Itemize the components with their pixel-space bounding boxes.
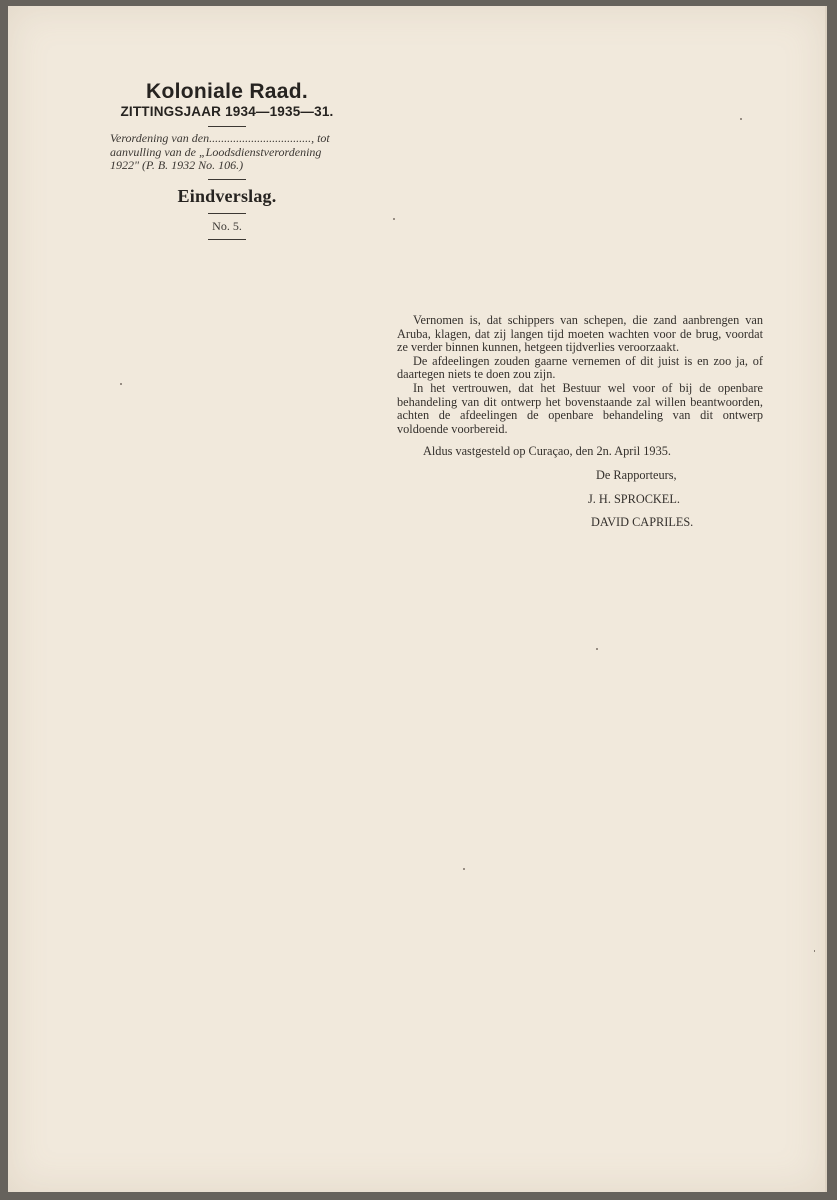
report-title: Eindverslag. [177, 185, 277, 206]
paper-speck [393, 218, 395, 220]
session-year: ZITTINGSJAAR 1934—1935—31. [120, 104, 334, 119]
paper-speck [120, 383, 122, 385]
report-body [397, 314, 763, 530]
ordinance-description: Verordening van den.................................., tot aanvulling van de „Loodsdienstverordening 1922" (P. B. 1932 No. 106.) [110, 131, 330, 172]
adoption-statement: Aldus vastgesteld op Curaçao, den 2n. April 1935. [423, 444, 671, 459]
council-title: Koloniale Raad. [145, 80, 309, 103]
paper-speck [463, 868, 465, 870]
reporters-label: De Rapporteurs, [596, 467, 677, 482]
paper-speck [740, 118, 742, 120]
paper-speck [596, 648, 598, 650]
divider [208, 213, 246, 214]
report-number: No. 5. [212, 218, 242, 233]
signatory: DAVID CAPRILES. [591, 515, 694, 530]
divider [208, 126, 246, 127]
paragraph: De afdeelingen zouden gaarne vernemen of dit juist is en zoo ja, of daartegen niets te doen zou zijn. [397, 353, 763, 382]
document-header [102, 80, 352, 245]
divider [208, 179, 246, 180]
paper-speck [814, 950, 815, 952]
divider [208, 239, 246, 240]
signatory: J. H. SPROCKEL. [588, 491, 680, 506]
paragraph: In het vertrouwen, dat het Bestuur wel voor of bij de openbare behandeling van dit ontwerp het bovenstaande zal willen beantwoorden, achten de afdeelingen de openbare behandeling van dit ontwerp voldoende voorbereid. [397, 380, 763, 436]
paragraph: Vernomen is, dat schippers van schepen, die zand aanbrengen van Aruba, klagen, dat zij langen tijd moeten wachten voor de brug, voordat ze verder binnen kunnen, hetgeen tijdverlies veroorzaakt. [397, 313, 763, 355]
